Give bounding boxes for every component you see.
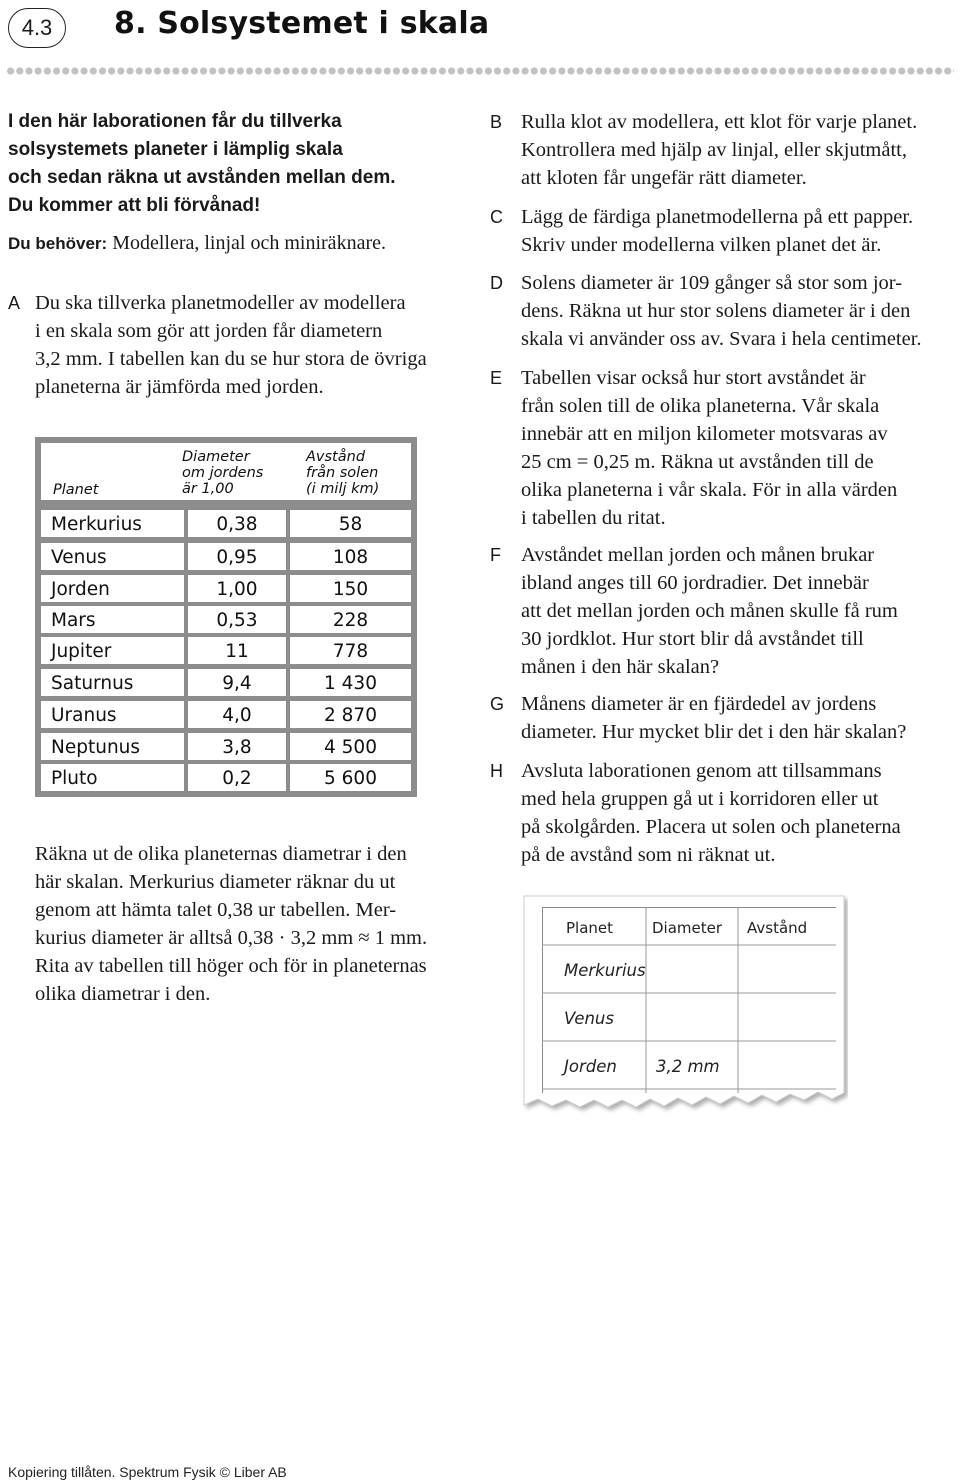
cell-diameter: 9,4	[188, 669, 286, 696]
header-line: Avstånd	[306, 449, 366, 465]
sketch-header-distance: Avstånd	[747, 919, 808, 937]
step-line: olika planeterna i vår skala. För in alla värden	[521, 479, 898, 501]
header-diameter	[182, 449, 263, 497]
cell-distance: 150	[290, 575, 411, 602]
cell-distance: 58	[290, 510, 411, 537]
step-line: Skriv under modellerna vilken planet det är.	[521, 234, 882, 256]
step-line: att det mellan jorden och månen skulle få rum	[521, 600, 898, 622]
step-line: innebär att en miljon kilometer motsvaras av	[521, 423, 888, 445]
step-line: från solen till de olika planeterna. Vår skala	[521, 395, 880, 417]
step-text	[521, 757, 960, 869]
step-letter: B	[490, 112, 503, 132]
step-line: med hela gruppen gå ut i korridoren eller ut	[521, 788, 879, 810]
planet-data-table	[35, 437, 417, 797]
step-line: i en skala som gör att jorden får diametern	[35, 320, 383, 342]
step-letter: A	[8, 293, 21, 313]
para-line: Räkna ut de olika planeternas diametrar i den	[35, 843, 407, 865]
table-row	[41, 733, 411, 760]
table-row	[41, 637, 411, 664]
step-letter: E	[490, 368, 503, 388]
step-line: skala vi använder oss av. Svara i hela centimeter.	[521, 328, 922, 350]
intro-line: och sedan räkna ut avstånden mellan dem.	[8, 167, 396, 188]
dotted-divider	[6, 66, 954, 76]
header-line: (i milj km)	[306, 481, 380, 497]
sketch-cell-planet: Venus	[564, 1009, 614, 1028]
sketch-cell-planet: Merkurius	[564, 961, 646, 980]
para-line: här skalan. Merkurius diameter räknar du ut	[35, 871, 396, 893]
step-letter: D	[490, 273, 503, 293]
cell-planet: Saturnus	[41, 669, 184, 696]
intro-line: I den här laborationen får du tillverka	[8, 111, 342, 132]
intro-text	[8, 108, 468, 220]
cell-planet: Mars	[41, 606, 184, 633]
sketch-header-planet: Planet	[566, 919, 614, 937]
step-text	[521, 108, 960, 192]
step-letter: C	[490, 207, 503, 227]
step-line: Du ska tillverka planetmodeller av modellera	[35, 292, 406, 314]
step-line: dens. Räkna ut hur stor solens diameter är i den	[521, 300, 911, 322]
cell-distance: 778	[290, 637, 411, 664]
step-letter: F	[490, 545, 501, 565]
table-row	[41, 606, 411, 633]
step-line: 30 jordklot. Hur stort blir då avståndet till	[521, 628, 864, 650]
cell-diameter: 4,0	[188, 701, 286, 728]
cell-planet: Merkurius	[41, 510, 184, 537]
step-letter: H	[490, 761, 503, 781]
cell-diameter: 1,00	[188, 575, 286, 602]
sketch-table	[522, 893, 848, 1125]
copyright-footer: Kopiering tillåten. Spektrum Fysik © Liber AB	[8, 1464, 287, 1480]
step-line: Rulla klot av modellera, ett klot för varje planet.	[521, 111, 918, 133]
page-title: 8. Solsystemet i skala	[114, 6, 490, 41]
materials-label: Du behöver:	[8, 234, 108, 253]
step-line: Solens diameter är 109 gånger så stor som jor-	[521, 272, 903, 294]
step-line: planeterna är jämförda med jorden.	[35, 376, 324, 398]
header-planet: Planet	[53, 482, 99, 498]
step-text	[521, 269, 960, 353]
step-line: att kloten får ungefär rätt diameter.	[521, 167, 807, 189]
step-letter: G	[490, 694, 505, 714]
cell-diameter: 0,2	[188, 764, 286, 791]
cell-diameter: 3,8	[188, 733, 286, 760]
cell-diameter: 0,95	[188, 543, 286, 570]
header-line: Diameter	[182, 449, 250, 465]
step-line: diameter. Hur mycket blir det i den här skalan?	[521, 721, 907, 743]
step-line: Månens diameter är en fjärdedel av jordens	[521, 693, 877, 715]
sketch-cell-planet: Jorden	[564, 1057, 617, 1076]
cell-planet: Venus	[41, 543, 184, 570]
step-line: på de avstånd som ni räknat ut.	[521, 844, 776, 866]
step-text	[35, 289, 475, 401]
step-text	[521, 364, 960, 532]
materials-line	[8, 229, 478, 258]
cell-planet: Jorden	[41, 575, 184, 602]
cell-planet: Neptunus	[41, 733, 184, 760]
cell-distance: 228	[290, 606, 411, 633]
step-line: Avståndet mellan jorden och månen brukar	[521, 544, 875, 566]
sketch-cell-diameter: 3,2 mm	[656, 1057, 720, 1076]
step-line: Tabellen visar också hur stort avståndet är	[521, 367, 866, 389]
step-line: Avsluta laborationen genom att tillsammans	[521, 760, 882, 782]
step-line: ibland anges till 60 jordradier. Det innebär	[521, 572, 869, 594]
step-text	[521, 541, 960, 681]
table-row	[41, 543, 411, 570]
step-line: månen i den här skalan?	[521, 656, 720, 678]
step-line: Lägg de färdiga planetmodellerna på ett papper.	[521, 206, 914, 228]
sketch-header-diameter: Diameter	[652, 919, 723, 937]
cell-distance: 4 500	[290, 733, 411, 760]
table-row	[41, 701, 411, 728]
step-line: 25 cm = 0,25 m. Räkna ut avstånden till de	[521, 451, 874, 473]
materials-value: Modellera, linjal och miniräknare.	[107, 232, 386, 254]
header-line: om jordens	[182, 465, 264, 481]
cell-planet: Pluto	[41, 764, 184, 791]
para-line: genom att hämta talet 0,38 ur tabellen. Mer-	[35, 899, 397, 921]
table-row	[41, 669, 411, 696]
para-line: olika diametrar i den.	[35, 983, 211, 1005]
section-number-badge: 4.3	[8, 8, 66, 48]
header-distance	[306, 449, 379, 497]
cell-planet: Jupiter	[41, 637, 184, 664]
calculation-paragraph	[35, 840, 475, 1008]
table-row	[41, 510, 411, 537]
step-text	[521, 690, 960, 746]
step-line: Kontrollera med hjälp av linjal, eller skjutmått,	[521, 139, 907, 161]
step-text	[521, 203, 960, 259]
cell-distance: 2 870	[290, 701, 411, 728]
cell-diameter: 11	[188, 637, 286, 664]
para-line: kurius diameter är alltså 0,38 · 3,2 mm ≈ 1 mm.	[35, 927, 428, 949]
step-a	[8, 289, 448, 401]
cell-planet: Uranus	[41, 701, 184, 728]
table-row	[41, 764, 411, 791]
cell-distance: 108	[290, 543, 411, 570]
step-line: i tabellen du ritat.	[521, 507, 666, 529]
header-line: är 1,00	[182, 481, 234, 497]
cell-diameter: 0,38	[188, 510, 286, 537]
cell-diameter: 0,53	[188, 606, 286, 633]
cell-distance: 1 430	[290, 669, 411, 696]
cell-distance: 5 600	[290, 764, 411, 791]
intro-line: solsystemets planeter i lämplig skala	[8, 139, 343, 160]
table-row	[41, 575, 411, 602]
step-line: på skolgården. Placera ut solen och planeterna	[521, 816, 901, 838]
step-line: 3,2 mm. I tabellen kan du se hur stora de övriga	[35, 348, 427, 370]
header-line: från solen	[306, 465, 379, 481]
intro-line: Du kommer att bli förvånad!	[8, 195, 261, 216]
para-line: Rita av tabellen till höger och för in planeternas	[35, 955, 427, 977]
